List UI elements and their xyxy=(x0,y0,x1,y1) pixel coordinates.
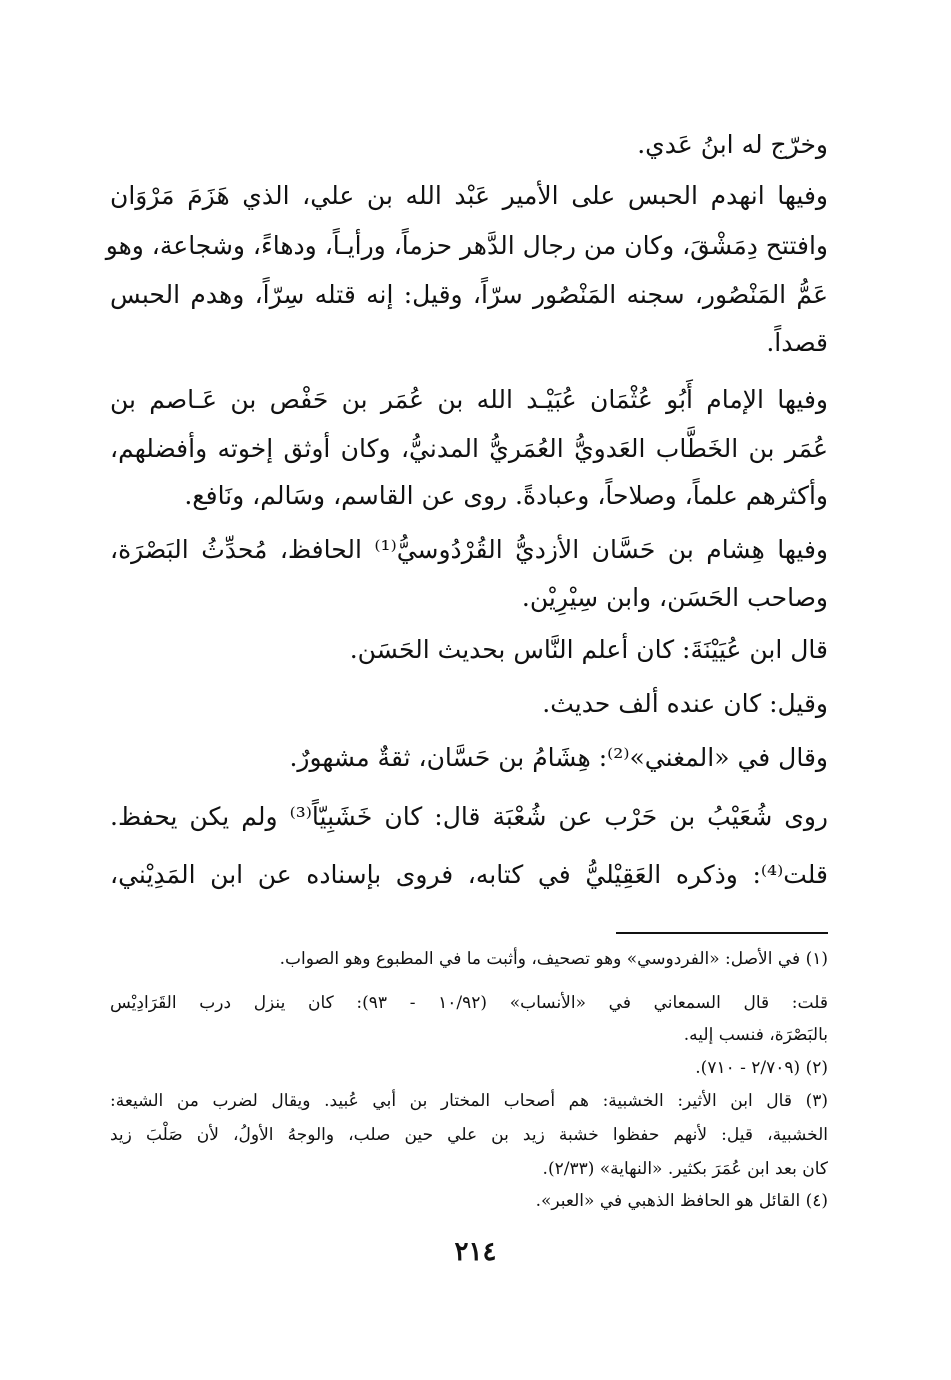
body-line: وصاحب الحَسَن، وابن سِيْرِيْن. xyxy=(521,583,828,612)
footnote-line: بالبَصْرَة، فنسب إليه. xyxy=(683,1025,828,1045)
book-page xyxy=(105,0,828,1380)
body-line: عُمَر بن الخَطَّاب العَدويُّ العُمَريُّ المدنيُّ، وكان أوثق إخوته وأفضلهم، xyxy=(110,434,828,463)
footnote-line: الخشبية، قيل: لأنهم حفظوا خشبة زيد بن علي حين صلب، والوجهُ الأولُ، لأن صَلْبَ زيد xyxy=(110,1125,828,1145)
footnote-line: (٤) القائل هو الحافظ الذهبي في «العبر». xyxy=(535,1191,828,1211)
body-line: وافتتح دِمَشْقَ، وكان من رجال الدَّهر حزماً، ورأيـاً، ودهاءً، وشجاعة، وهو xyxy=(105,231,828,260)
body-line: وفيها انهدم الحبس على الأمير عَبْد الله بن علي، الذي هَزَمَ مَرْوَان xyxy=(110,181,828,210)
body-line: وفيها هِشام بن حَسَّان الأزديُّ القُرْدُوسيُّ⁽¹⁾ الحافظ، مُحدِّثُ البَصْرَة، xyxy=(110,535,828,564)
body-line: قال ابن عُيَيْنَةَ: كان أعلم النَّاس بحديث الحَسَن. xyxy=(349,635,828,664)
body-line: عَمُّ المَنْصُور، سجنه المَنْصُور سرّاً، وقيل: إنه قتله سِرّاً، وهدم الحبس xyxy=(110,280,828,309)
footnote-line: كان بعد ابن عُمَرَ بكثير. «النهاية» (٢/٣٣). xyxy=(542,1159,828,1179)
body-line: قصداً. xyxy=(766,328,828,357)
footnote-line: (١) في الأصل: «الفردوسي» وهو تصحيف، وأثبت ما في المطبوع وهو الصواب. xyxy=(279,949,828,969)
page-number: ٢١٤ xyxy=(454,1237,497,1267)
body-line: وفيها الإمام أَبُو عُثْمَان عُبَيْـد الله بن عُمَر بن حَفْص بن عَـاصم بن xyxy=(110,385,828,414)
body-line: قلت⁽⁴⁾: وذكره العَقِيْليُّ في كتابه، فروى بإسناده عن ابن المَدِيْني، xyxy=(110,860,828,889)
body-line: وأكثرهم علماً، وصلاحاً، وعبادةً. روى عن القاسم، وسَالم، ونَافع. xyxy=(184,481,828,510)
body-line: وقال في «المغني»⁽²⁾: هِشَامُ بن حَسَّان، ثقةٌ مشهورٌ. xyxy=(289,743,828,772)
footnote-separator xyxy=(616,932,828,934)
body-line: وقيل: كان عنده ألف حديث. xyxy=(542,689,828,718)
footnote-line: (٢) (٢/٧٠٩ - ٧١٠). xyxy=(695,1058,828,1078)
footnote-line: (٣) قال ابن الأثير: الخشبية: هم أصحاب المختار بن أبي عُبيد. ويقال لضرب من الشيعة: xyxy=(110,1091,828,1111)
body-line: روى شُعَيْبُ بن حَرْب عن شُعْبَة قال: كان خَشَبِيّاً⁽³⁾ ولم يكن يحفظ. xyxy=(110,802,828,831)
footnote-line: قلت: قال السمعاني في «الأنساب» (١٠/٩٢ - ٩٣): كان ينزل درب القَرَادِيْس xyxy=(110,993,828,1013)
body-line: وخرّج له ابنُ عَدي. xyxy=(637,130,828,159)
